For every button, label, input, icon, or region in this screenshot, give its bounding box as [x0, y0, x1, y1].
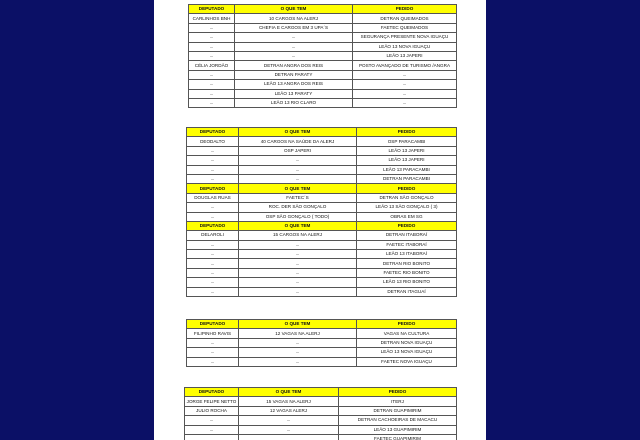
cell-deputado: ... — [185, 416, 239, 425]
table-row — [185, 434, 457, 440]
header-deputado: DEPUTADO — [187, 221, 239, 230]
header-o-que-tem: O QUE TEM — [239, 320, 357, 329]
cell-o-que-tem: 10 CARGOS NA ALERJ — [235, 14, 353, 23]
cell-pedido: LEÃO 13 PARACAMBI — [357, 165, 457, 174]
header-o-que-tem: O QUE TEM — [239, 388, 339, 397]
table-row — [187, 203, 457, 212]
cell-o-que-tem: 12 VAGAS NA ALERJ — [239, 329, 357, 338]
cell-pedido: DETRAN ITAGUAÍ — [357, 287, 457, 296]
cell-deputado: ... — [187, 278, 239, 287]
table-row — [187, 278, 457, 287]
cell-deputado: DELAROLI — [187, 231, 239, 240]
cell-o-que-tem: ... — [235, 51, 353, 60]
cell-o-que-tem: ... — [239, 250, 357, 259]
table-row — [187, 259, 457, 268]
cell-o-que-tem: OSP JAPERI — [239, 146, 357, 155]
cell-o-que-tem: OSP SÃO GONÇALO ( TODO) — [239, 212, 357, 221]
table-row — [187, 287, 457, 296]
cell-pedido: LEÃO 13 JAPERI — [357, 146, 457, 155]
cell-o-que-tem: DETRAN ANGRA DOS REIS — [235, 61, 353, 70]
table-row — [187, 357, 457, 366]
cell-pedido: FAETEC QUEIMADOS — [353, 23, 457, 32]
table-row — [187, 329, 457, 338]
cell-pedido: DETRAN ITABORAÍ — [357, 231, 457, 240]
cell-o-que-tem: ... — [239, 156, 357, 165]
header-row — [189, 5, 457, 14]
cell-o-que-tem: LEÃO 13 RIO CLARO — [235, 98, 353, 107]
cell-deputado: ... — [187, 165, 239, 174]
cell-o-que-tem: ... — [239, 425, 339, 434]
cell-pedido: LEÃO 13 NOVA IGUAÇU — [357, 348, 457, 357]
cell-o-que-tem: ... — [239, 357, 357, 366]
table-group-2 — [186, 127, 457, 297]
cell-pedido: SEGURANÇA PRESENTE NOVA IGUAÇU — [353, 33, 457, 42]
cell-deputado: ... — [189, 89, 235, 98]
cell-o-que-tem: ... — [239, 287, 357, 296]
header-pedido: PEDIDO — [357, 320, 457, 329]
cell-pedido: LEÃO 13 ITABORAÍ — [357, 250, 457, 259]
table-group-4 — [184, 387, 457, 440]
cell-pedido: LEÃO 13 RIO BONITO — [357, 278, 457, 287]
cell-pedido: LEÃO 13 SÃO GONÇALO ( 3) — [357, 203, 457, 212]
cell-o-que-tem: ... — [239, 338, 357, 347]
cell-deputado: ... — [187, 287, 239, 296]
cell-o-que-tem: CHEFIA E CARGOS EM 3 UPA´S — [235, 23, 353, 32]
header-deputado: DEPUTADO — [187, 128, 239, 137]
cell-deputado: ... — [187, 174, 239, 183]
table-row — [185, 406, 457, 415]
cell-pedido: OBRAS EM SG — [357, 212, 457, 221]
header-row — [187, 320, 457, 329]
cell-pedido: FAETEC NOVA IGUAÇU — [357, 357, 457, 366]
cell-deputado: FILIPINHO RAVIS — [187, 329, 239, 338]
header-o-que-tem: O QUE TEM — [239, 128, 357, 137]
header-o-que-tem: O QUE TEM — [235, 5, 353, 14]
cell-pedido: DETRAN CACHOEIRAS DE MACACU — [339, 416, 457, 425]
cell-pedido: FAETEC ITABORAÍ — [357, 240, 457, 249]
cell-pedido: LEÃO 13 GUAPIMIRIM — [339, 425, 457, 434]
cell-o-que-tem — [239, 434, 339, 440]
table-row — [187, 240, 457, 249]
cell-pedido: DETRAN RIO BONITO — [357, 259, 457, 268]
cell-o-que-tem: ... — [239, 259, 357, 268]
cell-deputado: ... — [189, 33, 235, 42]
cell-pedido: DETRAN NOVA IGUAÇU — [357, 338, 457, 347]
cell-deputado: CARLINHOS BNH — [189, 14, 235, 23]
header-pedido: PEDIDO — [353, 5, 457, 14]
cell-deputado: ... — [187, 268, 239, 277]
cell-pedido: DETRAN SÃO GONÇALO — [357, 193, 457, 202]
table-row — [187, 193, 457, 202]
cell-pedido: LEÃO 13 JAPERI — [353, 51, 457, 60]
table-row — [189, 14, 457, 23]
cell-deputado: DEODALTO — [187, 137, 239, 146]
cell-o-que-tem: ROC. DER SÃO GONÇALO — [239, 203, 357, 212]
table-row — [189, 61, 457, 70]
cell-o-que-tem: 15 CARGOS NA ALERJ — [239, 231, 357, 240]
header-row — [187, 184, 457, 193]
cell-deputado: ... — [185, 425, 239, 434]
cell-pedido: POSTO AVANÇADO DE TURISMO /ANGRA — [353, 61, 457, 70]
cell-o-que-tem: DETRAN PARATY — [235, 70, 353, 79]
cell-pedido: FAETEC GUAPIMIRIM — [339, 434, 457, 440]
table-row — [189, 89, 457, 98]
cell-pedido: ... — [353, 70, 457, 79]
cell-deputado: JORGE FELIPE NETTO — [185, 397, 239, 406]
header-pedido: PEDIDO — [357, 184, 457, 193]
header-o-que-tem: O QUE TEM — [239, 221, 357, 230]
cell-o-que-tem: LEÃO 13 PARATY — [235, 89, 353, 98]
table-row — [185, 416, 457, 425]
cell-pedido: LEÃO 13 NOVA IGUAÇU — [353, 42, 457, 51]
cell-pedido: DETRAN PARACAMBI — [357, 174, 457, 183]
header-o-que-tem: O QUE TEM — [239, 184, 357, 193]
cell-deputado: ... — [187, 250, 239, 259]
cell-o-que-tem: 40 CARGOS NA SAÚDE DA ALERJ — [239, 137, 357, 146]
cell-o-que-tem: ... — [239, 348, 357, 357]
cell-o-que-tem: 15 VAGAS NA ALERJ — [239, 397, 339, 406]
cell-deputado: DOUGLAS RUAS — [187, 193, 239, 202]
document-page — [154, 0, 486, 440]
cell-o-que-tem: ... — [239, 240, 357, 249]
header-deputado: DEPUTADO — [189, 5, 235, 14]
header-pedido: PEDIDO — [339, 388, 457, 397]
cell-pedido: ... — [353, 98, 457, 107]
cell-o-que-tem: ... — [239, 268, 357, 277]
table-row — [189, 80, 457, 89]
table-row — [185, 425, 457, 434]
cell-deputado: ... — [187, 259, 239, 268]
header-row — [187, 221, 457, 230]
cell-pedido: VAGAS NA CULTURA — [357, 329, 457, 338]
cell-o-que-tem: 12 VAGAS ALERJ — [239, 406, 339, 415]
table-row — [189, 70, 457, 79]
cell-o-que-tem: ... — [239, 278, 357, 287]
cell-o-que-tem: ... — [235, 42, 353, 51]
table-row — [187, 165, 457, 174]
header-row — [185, 388, 457, 397]
cell-deputado: ... — [189, 70, 235, 79]
table-row — [187, 146, 457, 155]
cell-o-que-tem: ... — [235, 33, 353, 42]
cell-o-que-tem: ... — [239, 165, 357, 174]
table-row — [189, 51, 457, 60]
cell-deputado: ... — [189, 51, 235, 60]
cell-pedido: FAETEC RIO BONITO — [357, 268, 457, 277]
cell-o-que-tem: LEÃO 13 ANGRA DOS REIS — [235, 80, 353, 89]
cell-deputado: ... — [187, 146, 239, 155]
header-deputado: DEPUTADO — [187, 320, 239, 329]
cell-deputado: ... — [187, 357, 239, 366]
cell-o-que-tem: ... — [239, 174, 357, 183]
table-row — [187, 156, 457, 165]
header-row — [187, 128, 457, 137]
cell-pedido: OSP PARACAMBI — [357, 137, 457, 146]
table-row — [187, 174, 457, 183]
table-row — [185, 397, 457, 406]
cell-deputado: JULIO ROCHA — [185, 406, 239, 415]
cell-deputado: ... — [189, 98, 235, 107]
cell-deputado: ... — [187, 212, 239, 221]
table-row — [189, 33, 457, 42]
cell-deputado: ... — [189, 42, 235, 51]
cell-pedido: DETRAN GUAPIMIRIM — [339, 406, 457, 415]
table-row — [187, 338, 457, 347]
cell-deputado: ... — [189, 23, 235, 32]
cell-deputado: ... — [187, 240, 239, 249]
cell-deputado: ... — [189, 80, 235, 89]
table-row — [187, 137, 457, 146]
cell-deputado: ... — [187, 203, 239, 212]
cell-deputado: ... — [187, 348, 239, 357]
cell-pedido: DETRAN QUEIMADOS — [353, 14, 457, 23]
cell-pedido: ... — [353, 89, 457, 98]
table-row — [189, 23, 457, 32]
cell-pedido: ... — [353, 80, 457, 89]
table-row — [187, 268, 457, 277]
header-pedido: PEDIDO — [357, 221, 457, 230]
header-pedido: PEDIDO — [357, 128, 457, 137]
cell-deputado: CÉLIA JORDÃO — [189, 61, 235, 70]
cell-pedido: ITERJ — [339, 397, 457, 406]
table-row — [189, 98, 457, 107]
cell-pedido: LEÃO 13 JAPERI — [357, 156, 457, 165]
table-row — [187, 212, 457, 221]
header-deputado: DEPUTADO — [185, 388, 239, 397]
table-row — [187, 231, 457, 240]
table-group-3 — [186, 319, 457, 367]
cell-deputado: ... — [187, 338, 239, 347]
table-group-1 — [188, 4, 457, 108]
table-row — [187, 250, 457, 259]
cell-o-que-tem: FAETEC´S — [239, 193, 357, 202]
cell-deputado — [185, 434, 239, 440]
cell-o-que-tem: ... — [239, 416, 339, 425]
table-row — [189, 42, 457, 51]
cell-deputado: ... — [187, 156, 239, 165]
header-deputado: DEPUTADO — [187, 184, 239, 193]
table-row — [187, 348, 457, 357]
